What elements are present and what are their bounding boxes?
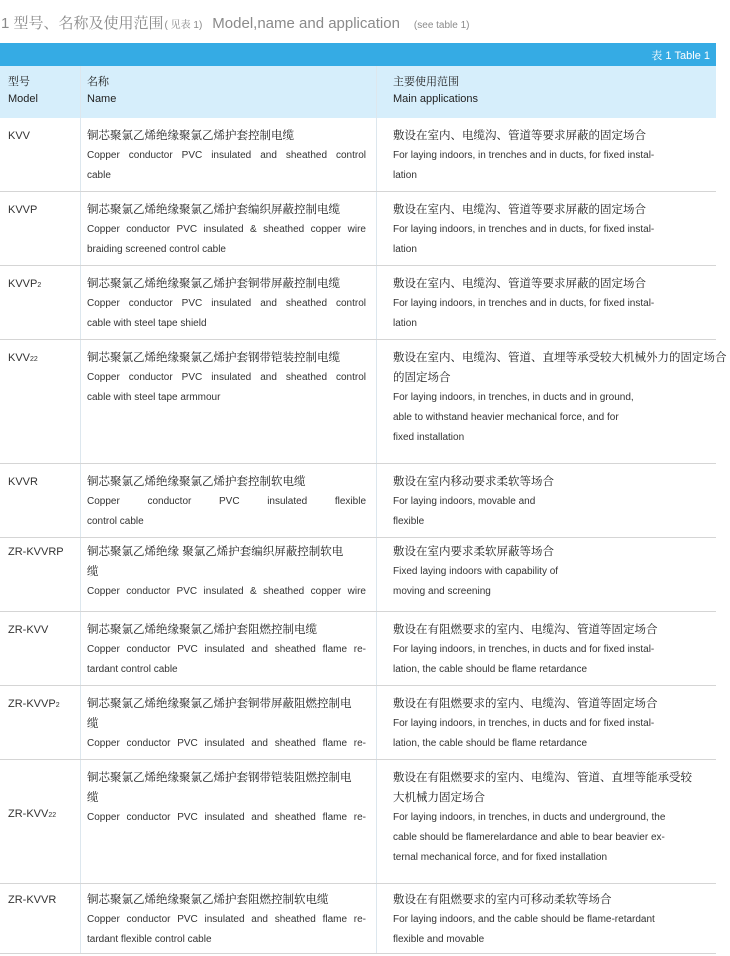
app-en-line: Fixed laying indoors with capability of bbox=[393, 566, 559, 577]
app-en-line: flexible bbox=[393, 516, 425, 527]
model-code: KVV bbox=[8, 130, 31, 142]
table-row bbox=[0, 118, 716, 192]
app-en-line: For laying indoors, in trenches, in ducts and for fixed instal- bbox=[393, 718, 655, 729]
name-zh-line: 铜芯聚氯乙烯绝缘聚氯乙烯护套控制软电缆 bbox=[87, 476, 306, 488]
app-en-line: moving and screening bbox=[393, 586, 491, 597]
model-cell bbox=[0, 884, 80, 953]
model-cell bbox=[0, 760, 80, 883]
application-cell bbox=[376, 464, 716, 537]
app-en-line: lation bbox=[393, 170, 417, 181]
app-en-line: ternal mechanical force, and for fixed installation bbox=[393, 852, 608, 863]
header-name-zh: 名称 bbox=[87, 76, 109, 88]
app-zh-line: 敷设在有阻燃要求的室内、电缆沟、管道等固定场合 bbox=[393, 698, 658, 710]
app-zh-line: 大机械力固定场合 bbox=[393, 792, 485, 804]
application-cell bbox=[376, 192, 716, 265]
model-code: ZR-KVVR bbox=[8, 894, 57, 906]
app-en-line: lation bbox=[393, 318, 417, 329]
name-en-line: Copper conductor PVC insulated and sheathed flame re- bbox=[87, 738, 366, 749]
app-zh-line: 敷设在室内、电缆沟、管道等要求屏蔽的固定场合 bbox=[393, 204, 646, 216]
model-cell bbox=[0, 538, 80, 611]
model-table bbox=[0, 43, 727, 954]
app-en-line: For laying indoors, in trenches, in ducts and in ground, bbox=[393, 392, 634, 403]
table-row bbox=[0, 464, 716, 538]
model-code: KVVP bbox=[8, 204, 38, 216]
app-en-line: For laying indoors, movable and bbox=[393, 496, 536, 507]
name-zh-line: 铜芯聚氯乙烯绝缘聚氯乙烯护套铜带屏蔽阻燃控制电 bbox=[87, 698, 352, 710]
model-subscript: 2 bbox=[37, 282, 42, 289]
name-cell bbox=[80, 884, 376, 953]
table-row bbox=[0, 884, 716, 954]
name-cell bbox=[80, 266, 376, 339]
table-row bbox=[0, 760, 716, 884]
table-row bbox=[0, 266, 716, 340]
name-zh-line: 缆 bbox=[87, 792, 99, 804]
name-zh-line: 铜芯聚氯乙烯绝缘聚氯乙烯护套阻燃控制电缆 bbox=[87, 624, 317, 636]
model-code: ZR-KVVRP bbox=[8, 546, 64, 558]
heading-note: ( 见表 1) bbox=[164, 20, 203, 31]
app-en-line: For laying indoors, in trenches, in ducts and for fixed instal- bbox=[393, 644, 655, 655]
name-zh-line: 铜芯聚氯乙烯绝缘聚氯乙烯护套编织屏蔽控制电缆 bbox=[87, 204, 340, 216]
model-code: KVVR bbox=[8, 476, 38, 488]
section-heading bbox=[1, 12, 470, 34]
model-code: ZR-KVV bbox=[8, 624, 49, 636]
application-cell bbox=[376, 686, 716, 759]
app-zh-line: 敷设在有阻燃要求的室内、电缆沟、管道、直埋等能承受较 bbox=[393, 772, 692, 784]
name-en-line: Copper conductor PVC insulated and sheathed flame re- bbox=[87, 812, 366, 823]
header-model bbox=[0, 66, 80, 118]
application-cell bbox=[376, 538, 716, 611]
name-en-line: Copper conductor PVC insulated and sheathed control bbox=[87, 150, 366, 161]
name-cell bbox=[80, 340, 376, 463]
app-en-line: flexible and movable bbox=[393, 934, 485, 945]
name-en-line: Copper conductor PVC insulated and sheathed control bbox=[87, 372, 366, 383]
name-cell bbox=[80, 612, 376, 685]
app-en-line: lation, the cable should be flame retardance bbox=[393, 664, 588, 675]
application-cell bbox=[376, 760, 716, 883]
name-cell bbox=[80, 464, 376, 537]
app-zh-line: 敷设在室内要求柔软屏蔽等场合 bbox=[393, 546, 554, 558]
application-cell bbox=[376, 340, 727, 463]
name-en-line: cable with steel tape armmour bbox=[87, 392, 221, 403]
app-zh-line: 敷设在室内、电缆沟、管道等要求屏蔽的固定场合 bbox=[393, 278, 646, 290]
name-en-line: Copper conductor PVC insulated and sheathed flame re- bbox=[87, 914, 366, 925]
app-zh-line: 敷设在室内移动要求柔软等场合 bbox=[393, 476, 554, 488]
name-en-line: cable with steel tape shield bbox=[87, 318, 207, 329]
app-zh-line: 的固定场合 bbox=[393, 372, 451, 384]
model-code: ZR-KVVP bbox=[8, 698, 56, 710]
model-subscript: 22 bbox=[30, 356, 38, 363]
app-en-line: For laying indoors, and the cable should be flame-retardant bbox=[393, 914, 655, 925]
header-application bbox=[376, 66, 716, 118]
table-body bbox=[0, 118, 727, 954]
model-subscript: 22 bbox=[48, 812, 57, 819]
name-cell bbox=[80, 192, 376, 265]
name-zh-line: 铜芯聚氯乙烯绝缘聚氯乙烯护套铜带屏蔽控制电缆 bbox=[87, 278, 340, 290]
application-cell bbox=[376, 612, 716, 685]
name-zh-line: 铜芯聚氯乙烯绝缘聚氯乙烯护套阻燃控制软电缆 bbox=[87, 894, 329, 906]
header-model-zh: 型号 bbox=[8, 76, 30, 88]
header-app-zh: 主要使用范围 bbox=[393, 76, 459, 88]
name-zh-line: 缆 bbox=[87, 566, 99, 578]
app-en-line: able to withstand heavier mechanical force, and for bbox=[393, 412, 619, 423]
name-en-line: tardant control cable bbox=[87, 664, 178, 675]
table-label-bar bbox=[0, 43, 716, 66]
header-name-en: Name bbox=[87, 93, 117, 105]
table-row bbox=[0, 686, 716, 760]
model-code: KVVP bbox=[8, 278, 38, 290]
model-cell bbox=[0, 118, 80, 191]
name-cell bbox=[80, 538, 376, 611]
name-en-line: Copper conductor PVC insulated flexible bbox=[87, 496, 366, 507]
model-cell bbox=[0, 612, 80, 685]
name-zh-line: 铜芯聚氯乙烯绝缘聚氯乙烯护套控制电缆 bbox=[87, 130, 294, 142]
name-en-line: Copper conductor PVC insulated and sheathed control bbox=[87, 298, 366, 309]
name-en-line: control cable bbox=[87, 516, 144, 527]
name-en-line: Copper conductor PVC insulated & sheathed copper wire bbox=[87, 224, 366, 235]
model-cell bbox=[0, 192, 80, 265]
model-cell bbox=[0, 464, 80, 537]
app-en-line: For laying indoors, in trenches, in ducts and underground, the bbox=[393, 812, 666, 823]
model-subscript: 2 bbox=[55, 702, 60, 709]
name-en-line: Copper conductor PVC insulated & sheathed copper wire bbox=[87, 586, 366, 597]
header-model-en: Model bbox=[8, 93, 38, 105]
name-zh-line: 铜芯聚氯乙烯绝缘 聚氯乙烯护套编织屏蔽控制软电 bbox=[87, 546, 344, 558]
table-row bbox=[0, 612, 716, 686]
app-en-line: For laying indoors, in trenches and in ducts, for fixed instal- bbox=[393, 298, 655, 309]
model-cell bbox=[0, 686, 80, 759]
name-cell bbox=[80, 118, 376, 191]
name-cell bbox=[80, 686, 376, 759]
app-en-line: lation, the cable should be flame retardance bbox=[393, 738, 588, 749]
app-en-line: lation bbox=[393, 244, 417, 255]
app-zh-line: 敷设在有阻燃要求的室内可移动柔软等场合 bbox=[393, 894, 612, 906]
heading-zh: 1 型号、名称及使用范围 bbox=[1, 15, 164, 32]
app-zh-line: 敷设在室内、电缆沟、管道、直埋等承受较大机械外力的固定场合 bbox=[393, 352, 727, 364]
app-en-line: For laying indoors, in trenches and in ducts, for fixed instal- bbox=[393, 150, 655, 161]
model-cell bbox=[0, 340, 80, 463]
app-en-line: fixed installation bbox=[393, 432, 465, 443]
model-code: KVV bbox=[8, 352, 31, 364]
name-en-line: Copper conductor PVC insulated and sheathed flame re- bbox=[87, 644, 366, 655]
table-row bbox=[0, 538, 716, 612]
model-cell bbox=[0, 266, 80, 339]
name-cell bbox=[80, 760, 376, 883]
name-en-line: tardant flexible control cable bbox=[87, 934, 212, 945]
app-zh-line: 敷设在有阻燃要求的室内、电缆沟、管道等固定场合 bbox=[393, 624, 658, 636]
heading-en: Model,name and application bbox=[212, 15, 400, 32]
table-label: 表 1 Table 1 bbox=[651, 49, 710, 62]
model-code: ZR-KVV bbox=[8, 808, 49, 820]
name-zh-line: 铜芯聚氯乙烯绝缘聚氯乙烯护套钢带铠装控制电缆 bbox=[87, 352, 340, 364]
header-name bbox=[80, 66, 376, 118]
heading-see-table: (see table 1) bbox=[413, 20, 470, 31]
app-en-line: For laying indoors, in trenches and in ducts, for fixed instal- bbox=[393, 224, 655, 235]
application-cell bbox=[376, 118, 716, 191]
app-zh-line: 敷设在室内、电缆沟、管道等要求屏蔽的固定场合 bbox=[393, 130, 646, 142]
header-app-en: Main applications bbox=[393, 93, 478, 105]
application-cell bbox=[376, 266, 716, 339]
application-cell bbox=[376, 884, 716, 953]
table-row bbox=[0, 192, 716, 266]
name-zh-line: 铜芯聚氯乙烯绝缘聚氯乙烯护套钢带铠装阻燃控制电 bbox=[87, 772, 352, 784]
name-en-line: cable bbox=[87, 170, 111, 181]
name-zh-line: 缆 bbox=[87, 718, 99, 730]
table-header bbox=[0, 66, 716, 118]
app-en-line: cable should be flamerelardance and able to bear beavier ex- bbox=[393, 832, 665, 843]
table-row bbox=[0, 340, 727, 464]
name-en-line: braiding screened control cable bbox=[87, 244, 226, 255]
